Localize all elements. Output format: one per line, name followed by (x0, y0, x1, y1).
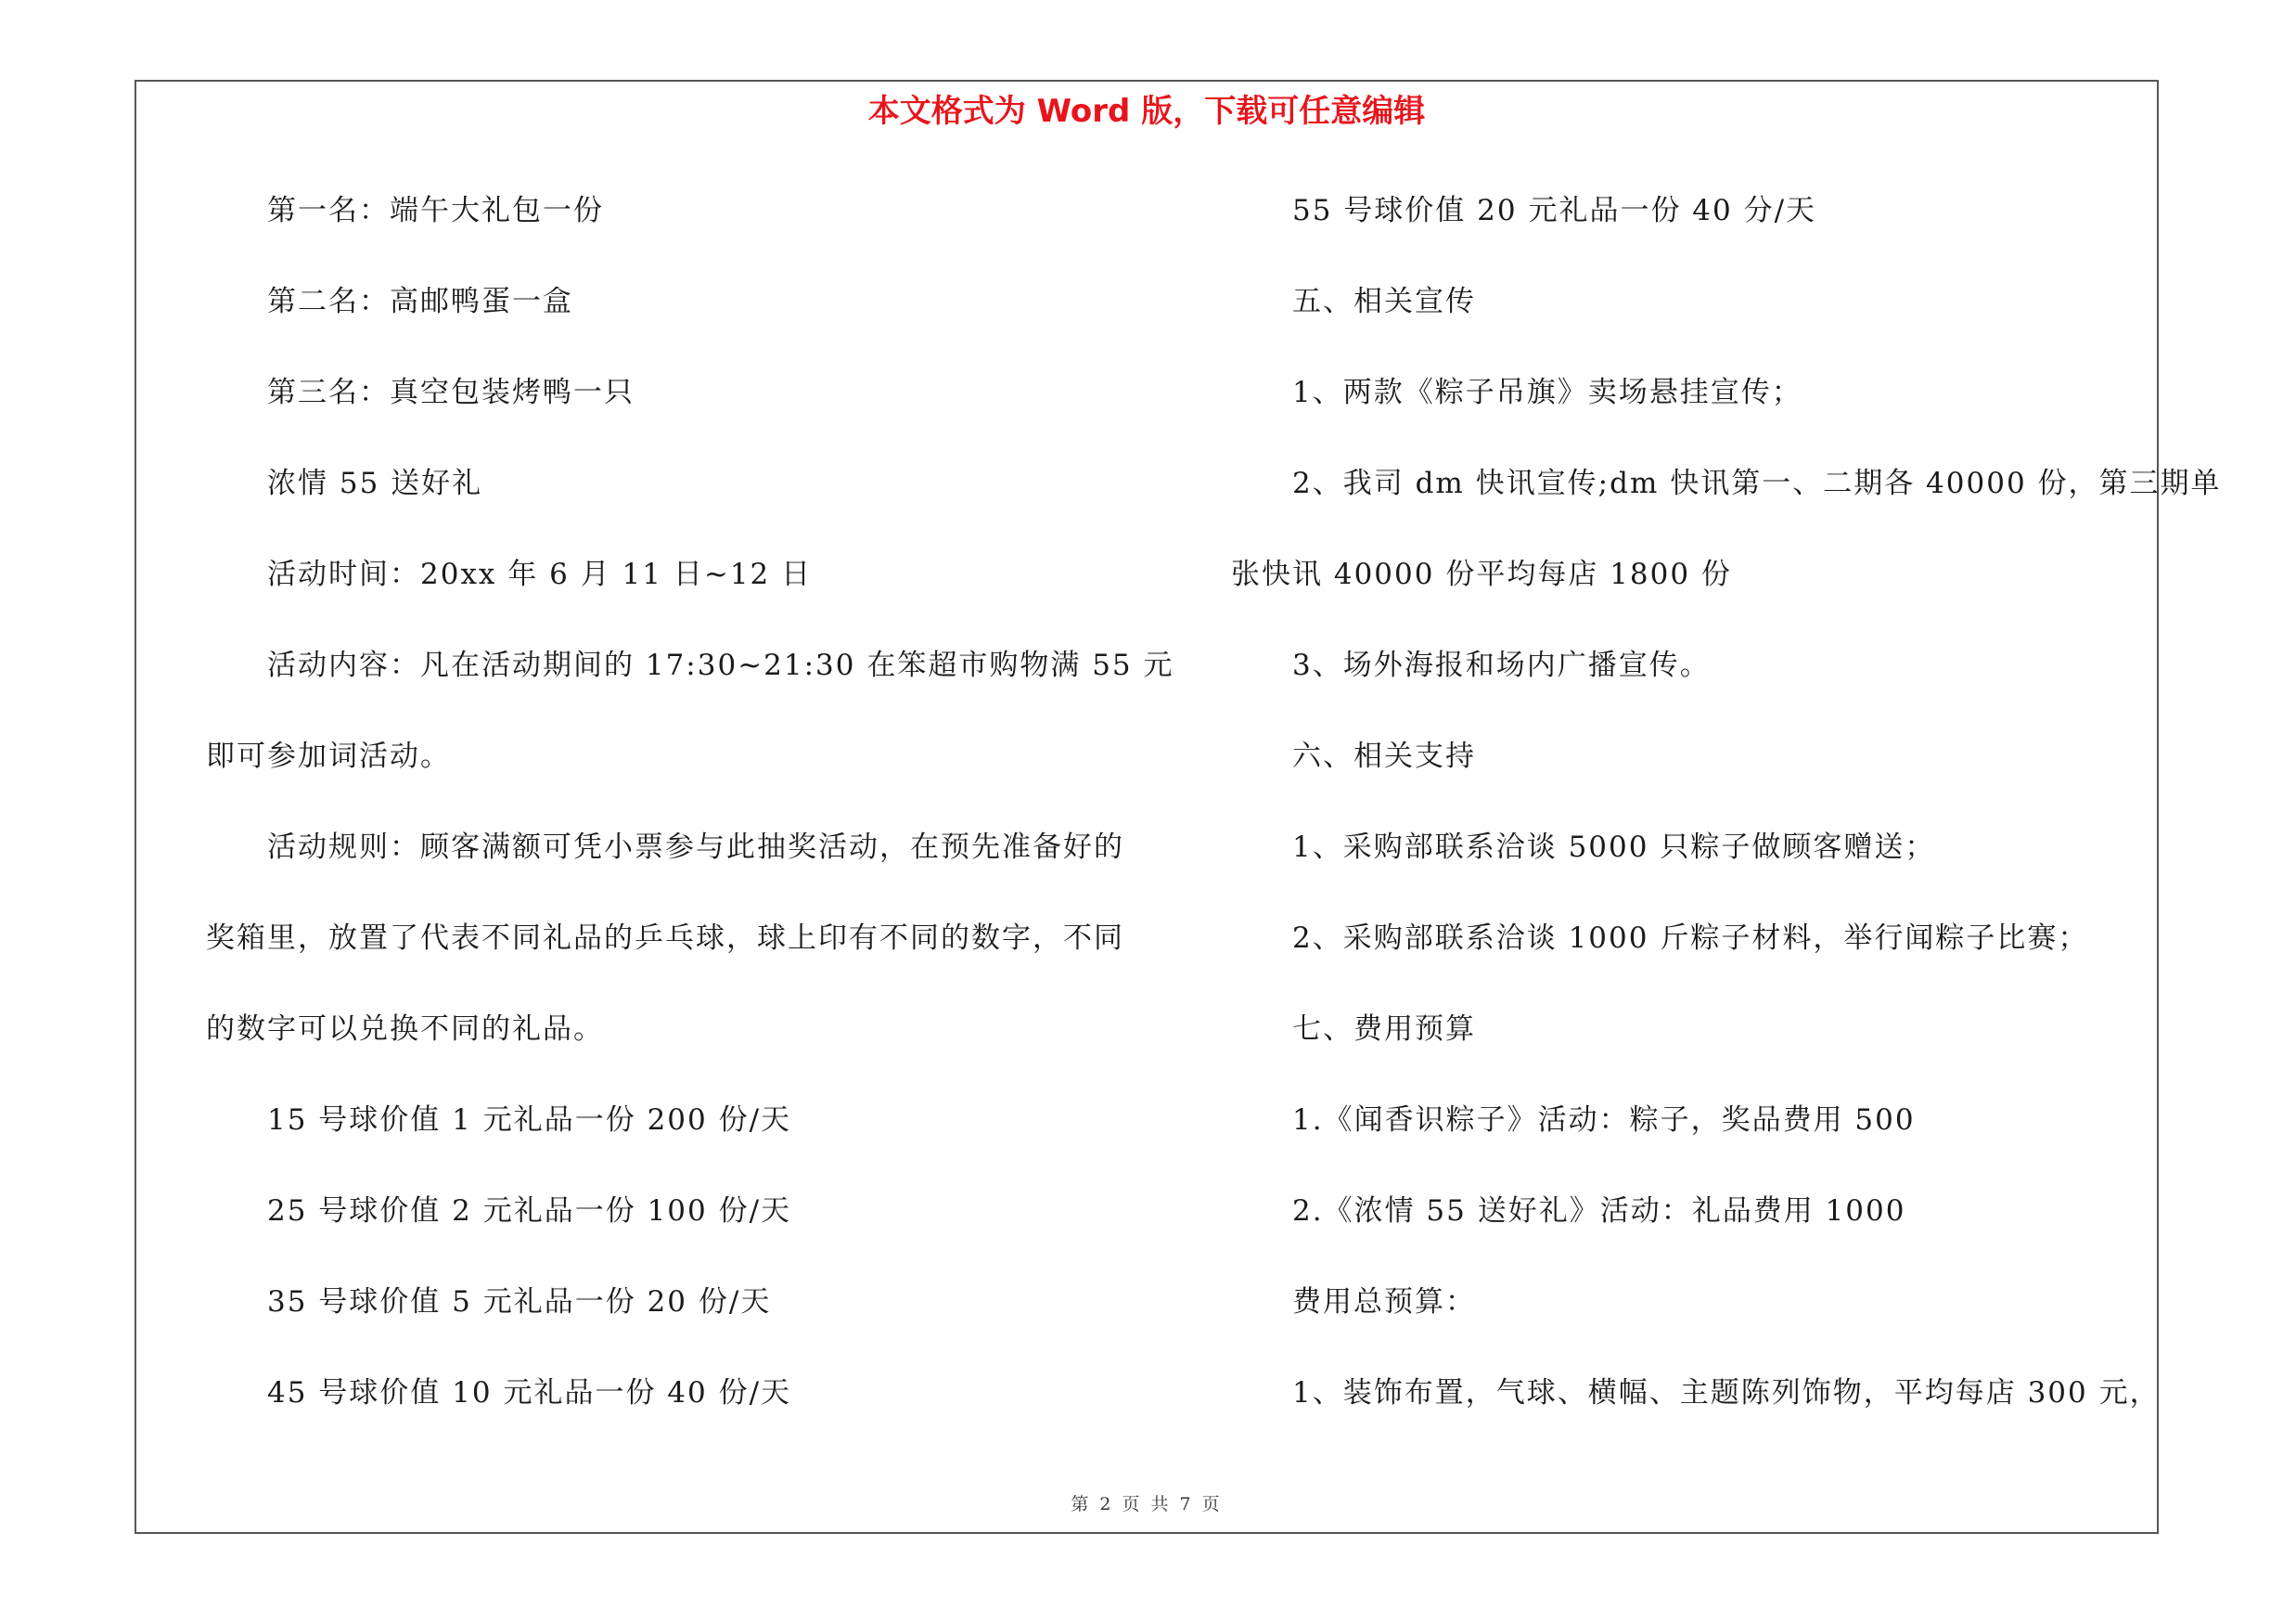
paragraph-line: 第二名：高邮鸭蛋一盒 (267, 285, 573, 318)
paragraph-line: 奖箱里，放置了代表不同礼品的乒乓球，球上印有不同的数字，不同 (206, 921, 1124, 955)
paragraph-line: 活动时间：20xx 年 6 月 11 日~12 日 (267, 558, 813, 591)
header-banner: 本文格式为 Word 版，下载可任意编辑 (867, 93, 1426, 130)
paragraph-line: 1、两款《粽子吊旗》卖场悬挂宣传； (1292, 376, 1802, 409)
paragraph-line: 六、相关支持 (1292, 740, 1476, 773)
paragraph-line: 张快讯 40000 份平均每店 1800 份 (1231, 558, 1732, 591)
paragraph-line: 15 号球价值 1 元礼品一份 200 份/天 (267, 1103, 792, 1137)
paragraph-line: 1.《闻香识粽子》活动：粽子，奖品费用 500 (1292, 1103, 1916, 1137)
paragraph-line: 45 号球价值 10 元礼品一份 40 份/天 (267, 1376, 792, 1410)
paragraph-line: 七、费用预算 (1292, 1012, 1476, 1046)
page-footer: 第 2 页 共 7 页 (1071, 1494, 1223, 1514)
paragraph-line: 2、采购部联系洽谈 1000 斤粽子材料，举行闻粽子比赛； (1292, 921, 2089, 955)
paragraph-line: 第三名：真空包装烤鸭一只 (267, 376, 635, 409)
paragraph-line: 2.《浓情 55 送好礼》活动：礼品费用 1000 (1292, 1194, 1906, 1228)
paragraph-line: 五、相关宣传 (1292, 285, 1476, 318)
right-column (1231, 165, 2222, 1438)
paragraph-line: 活动内容：凡在活动期间的 17:30~21:30 在笨超市购物满 55 元 (267, 649, 1174, 682)
paragraph-line: 活动规则：顾客满额可凭小票参与此抽奖活动，在预先准备好的 (267, 831, 1124, 864)
paragraph-line: 的数字可以兑换不同的礼品。 (206, 1012, 604, 1046)
paragraph-line: 费用总预算： (1292, 1285, 1476, 1319)
paragraph-line: 即可参加词活动。 (206, 740, 451, 773)
paragraph-line: 1、装饰布置，气球、横幅、主题陈列饰物，平均每店 300 元， (1292, 1376, 2161, 1410)
paragraph-line: 第一名：端午大礼包一份 (267, 194, 604, 227)
paragraph-line: 25 号球价值 2 元礼品一份 100 份/天 (267, 1194, 792, 1228)
paragraph-line: 1、采购部联系洽谈 5000 只粽子做顾客赠送； (1292, 831, 1936, 864)
paragraph-line: 3、场外海报和场内广播宣传。 (1292, 649, 1711, 682)
paragraph-line: 2、我司 dm 快讯宣传;dm 快讯第一、二期各 40000 份，第三期单 (1292, 467, 2222, 500)
paragraph-line: 35 号球价值 5 元礼品一份 20 份/天 (267, 1285, 772, 1319)
paragraph-line: 浓情 55 送好礼 (267, 467, 483, 500)
left-column (206, 165, 1174, 1438)
paragraph-line: 55 号球价值 20 元礼品一份 40 分/天 (1292, 194, 1817, 227)
